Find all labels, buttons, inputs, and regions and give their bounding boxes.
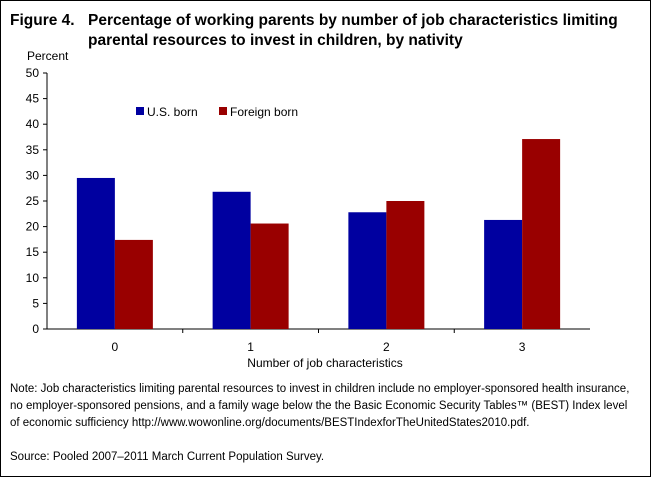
y-tick-label: 20 (25, 219, 39, 234)
figure-number: Figure 4. (10, 12, 75, 29)
y-tick-label: 0 (32, 322, 39, 336)
legend-label: U.S. born (147, 105, 198, 119)
bar (386, 201, 424, 329)
y-axis-label: Percent (27, 49, 69, 63)
bar (77, 178, 115, 329)
legend-swatch (219, 107, 227, 115)
bar (348, 212, 386, 329)
y-tick-label: 35 (25, 142, 39, 157)
source-text: Source: Pooled 2007–2011 March Current Population Survey. (10, 451, 325, 463)
x-tick-label: 3 (518, 340, 526, 354)
y-tick-label: 45 (25, 91, 39, 106)
bar (251, 224, 289, 329)
x-tick-label: 0 (111, 340, 119, 354)
legend-label: Foreign born (230, 105, 299, 119)
y-ticks (26, 66, 47, 336)
y-tick-label: 40 (25, 117, 39, 132)
note-text: Note: Job characteristics limiting parental resources to invest in children include no employer-sponsored health insurance, no employer-sponsored pensions, and a family wage below the the Basic Economic Security Tables™ (BEST) Index level of economic sufficiency http://www.wowonline.org/documents/BESTIndexforTheUnitedStates2010.pdf. (10, 383, 630, 429)
y-tick-label: 15 (25, 245, 39, 260)
title-line-1: Percentage of working parents by number of job characteristics limiting (88, 12, 618, 29)
bar (213, 192, 251, 329)
bar (115, 240, 153, 329)
y-tick-label: 5 (32, 296, 39, 311)
legend-swatch (136, 107, 144, 115)
x-axis-label: Number of job characteristics (247, 356, 403, 370)
title-line-2: parental resources to invest in children, by nativity (88, 32, 463, 49)
x-tick-label: 1 (247, 340, 254, 354)
y-tick-label: 50 (25, 66, 39, 80)
bar (522, 139, 560, 329)
bars (77, 139, 560, 329)
bar (484, 220, 522, 329)
y-tick-label: 25 (25, 194, 39, 208)
y-tick-label: 30 (25, 168, 39, 183)
legend (136, 105, 298, 119)
x-tick-label: 2 (383, 340, 390, 354)
x-ticks (112, 329, 526, 354)
y-tick-label: 10 (25, 270, 39, 285)
